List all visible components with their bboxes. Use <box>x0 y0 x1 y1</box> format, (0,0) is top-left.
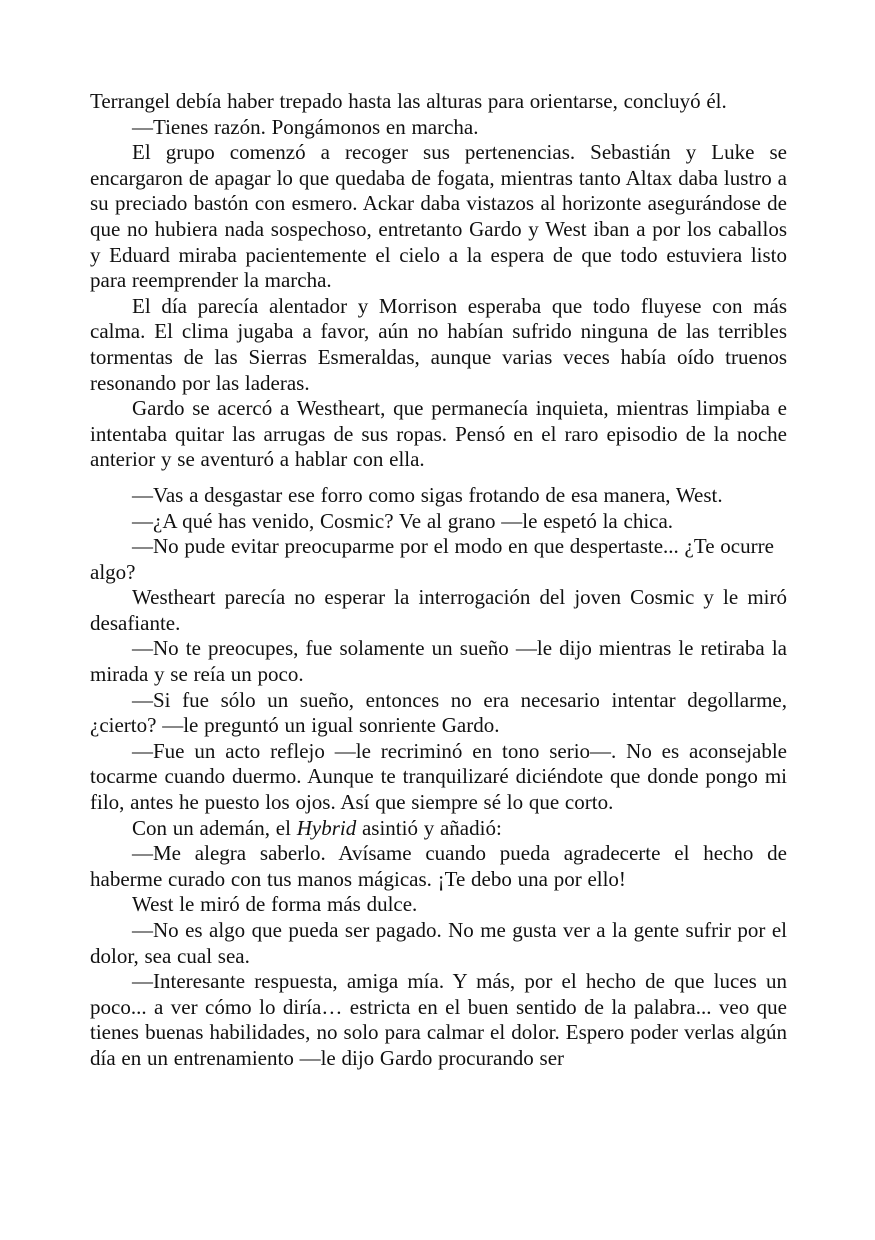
narrative-paragraph: West le miró de forma más dulce. <box>132 892 418 917</box>
dialogue-paragraph: —¿A qué has venido, Cosmic? Ve al grano —le espetó la chica. <box>132 508 674 533</box>
dialogue-paragraph: —Vas a desgastar ese forro como sigas frotando de esa manera, West. <box>132 482 723 507</box>
narrative-paragraph: El grupo comenzó a recoger sus pertenencias. Sebastián y Luke se encargaron de apagar lo que quedaba de fogata, mientras tanto Altax daba lustro a su preciado bastón con esmero. Ackar daba vistazos al horizonte asegurándose de que no hubiera nada sospechoso, entretanto Gardo y West iban a por los caballos y Eduard miraba pacientemente el cielo a la espera de que todo estuviera listo para reemprender la marcha. <box>90 140 787 293</box>
dialogue-paragraph: —Si fue sólo un sueño, entonces no era necesario intentar degollarme, ¿cierto? —le preguntó un igual sonriente Gardo. <box>90 687 787 738</box>
dialogue-paragraph: —Fue un acto reflejo —le recriminó en tono serio—. No es aconsejable tocarme cuando duermo. Aunque te tranquilizaré diciéndote que donde pongo mi filo, antes he puesto los ojos. Así que siempre sé lo que corto. <box>90 738 787 815</box>
dialogue-paragraph: —Me alegra saberlo. Avísame cuando pueda agradecerte el hecho de haberme curado con tus manos mágicas. ¡Te debo una por ello! <box>90 841 787 891</box>
dialogue-paragraph: —No te preocupes, fue solamente un sueño —le dijo mientras le retiraba la mirada y se reía un poco. <box>90 636 787 687</box>
narrative-paragraph: Westheart parecía no esperar la interrogación del joven Cosmic y le miró desafiante. <box>90 585 787 635</box>
narrative-paragraph: Gardo se acercó a Westheart, que permanecía inquieta, mientras limpiaba e intentaba quitar las arrugas de sus ropas. Pensó en el raro episodio de la noche anterior y se aventuró a hablar con ella. <box>90 396 787 472</box>
italic-term: Hybrid <box>296 815 357 840</box>
text-run: asintió y añadió: <box>356 815 502 840</box>
text-run: Con un ademán, el <box>132 815 297 840</box>
narrative-paragraph <box>90 816 787 842</box>
narrative-paragraph: El día parecía alentador y Morrison esperaba que todo fluyese con más calma. El clima jugaba a favor, aún no habían sufrido ninguna de las terribles tormentas de las Sierras Esmeraldas, aunque varias veces había oído truenos resonando por las laderas. <box>90 293 787 395</box>
dialogue-paragraph: —No es algo que pueda ser pagado. No me gusta ver a la gente sufrir por el dolor, sea cual sea. <box>90 918 787 968</box>
paragraph-continuation: Terrangel debía haber trepado hasta las alturas para orientarse, concluyó él. <box>90 89 727 113</box>
dialogue-paragraph: —Interesante respuesta, amiga mía. Y más, por el hecho de que luces un poco... a ver cómo lo diría… estricta en el buen sentido de la palabra... veo que tienes buenas habilidades, no solo para calmar el dolor. Espero poder verlas algún día en un entrenamiento —le dijo Gardo procurando ser <box>90 969 787 1070</box>
dialogue-paragraph: —Tienes razón. Pongámonos en marcha. <box>132 114 479 139</box>
dialogue-paragraph: —No pude evitar preocuparme por el modo en que despertaste... ¿Te ocurre algo? <box>90 534 774 584</box>
